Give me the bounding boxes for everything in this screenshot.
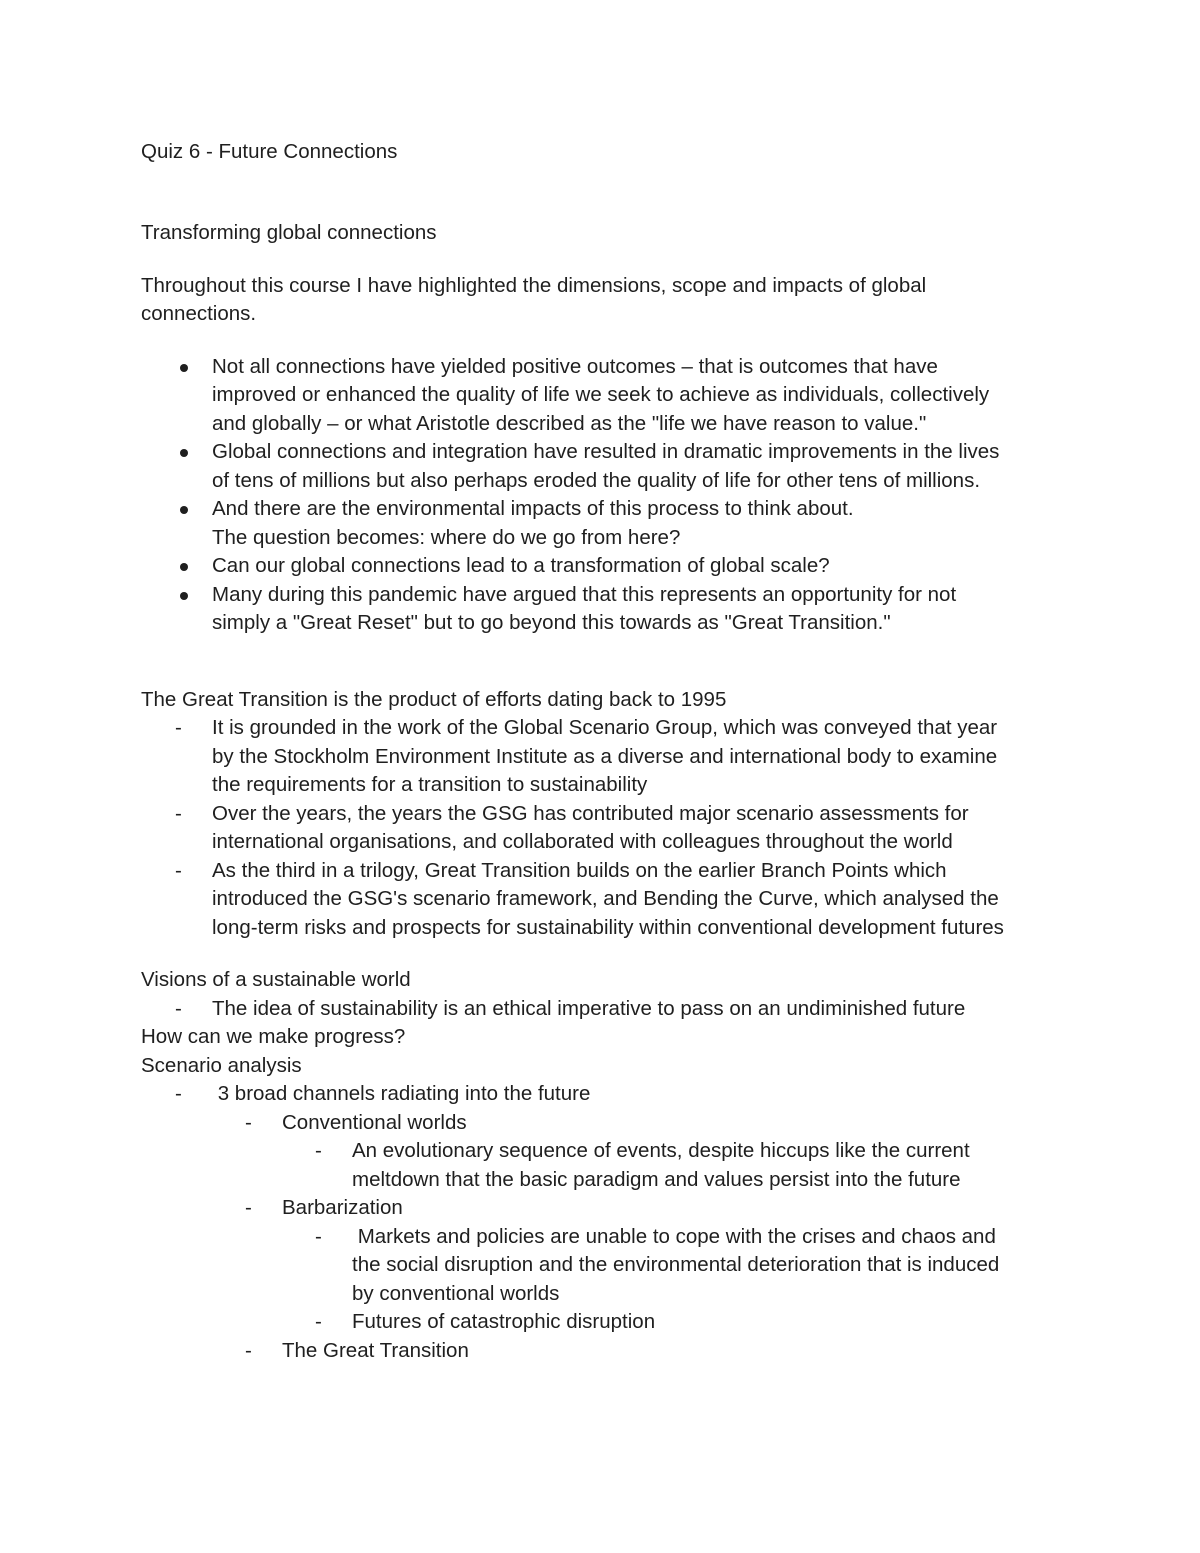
scenario-heading: Scenario analysis bbox=[141, 1053, 302, 1077]
document-title: Quiz 6 - Future Connections bbox=[141, 140, 398, 163]
bullet-text: improved or enhanced the quality of life we seek to achieve as individuals, collectively bbox=[212, 383, 990, 406]
list-text: international organisations, and collaborated with colleagues throughout the world bbox=[212, 830, 953, 853]
dash-bullet: - bbox=[245, 1110, 252, 1134]
bullet-icon bbox=[180, 449, 188, 457]
list-item bbox=[141, 857, 1071, 943]
dash-bullet: - bbox=[175, 801, 182, 825]
list-item bbox=[141, 1080, 1071, 1109]
list-text: by the Stockholm Environment Institute as a diverse and international body to examine bbox=[212, 744, 998, 768]
dash-bullet: - bbox=[175, 1082, 182, 1105]
bullet-text: Many during this pandemic have argued that this represents an opportunity for not bbox=[212, 582, 957, 606]
bullet-item bbox=[141, 495, 1071, 552]
list-text: meltdown that the basic paradigm and values persist into the future bbox=[352, 1167, 961, 1191]
section-heading-visions: Visions of a sustainable world bbox=[141, 968, 411, 991]
bullet-item bbox=[141, 353, 1071, 439]
dash-bullet: - bbox=[175, 996, 182, 1020]
list-item bbox=[141, 1337, 1071, 1366]
list-text: introduced the GSG's scenario framework, and Bending the Curve, which analysed the bbox=[212, 887, 999, 910]
list-text: 3 broad channels radiating into the future bbox=[212, 1082, 591, 1105]
bullet-icon bbox=[180, 506, 188, 514]
list-text: It is grounded in the work of the Global Scenario Group, which was conveyed that year bbox=[212, 716, 998, 739]
dash-bullet: - bbox=[175, 858, 182, 882]
intro-line-1: Throughout this course I have highlighted the dimensions, scope and impacts of global bbox=[141, 273, 927, 297]
intro-line-2: connections. bbox=[141, 302, 257, 325]
bullet-text: of tens of millions but also perhaps eroded the quality of life for other tens of millions. bbox=[212, 468, 981, 492]
bullet-item bbox=[141, 438, 1071, 495]
list-text: Over the years, the years the GSG has contributed major scenario assessments for bbox=[212, 801, 969, 825]
list-text: The Great Transition bbox=[282, 1338, 469, 1362]
dash-bullet: - bbox=[315, 1310, 322, 1333]
list-item bbox=[141, 995, 1071, 1024]
list-text: The idea of sustainability is an ethical imperative to pass on an undiminished future bbox=[212, 996, 966, 1020]
dash-bullet: - bbox=[245, 1338, 252, 1362]
bullet-text: And there are the environmental impacts of this process to think about. bbox=[212, 497, 854, 520]
dash-bullet: - bbox=[315, 1139, 322, 1162]
list-text: Markets and policies are unable to cope with the crises and chaos and bbox=[352, 1224, 996, 1248]
dash-bullet: - bbox=[245, 1196, 252, 1219]
list-text: An evolutionary sequence of events, despite hiccups like the current bbox=[352, 1139, 970, 1162]
list-item bbox=[141, 800, 1071, 857]
list-item bbox=[141, 1137, 1071, 1194]
bullet-icon bbox=[180, 563, 188, 571]
list-text: Conventional worlds bbox=[282, 1110, 467, 1134]
list-item bbox=[141, 1109, 1071, 1138]
list-item bbox=[141, 714, 1071, 800]
list-text: by conventional worlds bbox=[352, 1281, 560, 1305]
section-heading-transforming: Transforming global connections bbox=[141, 221, 437, 244]
bullet-text: Not all connections have yielded positive outcomes – that is outcomes that have bbox=[212, 354, 938, 378]
bullet-icon bbox=[180, 592, 188, 600]
bullet-list bbox=[141, 353, 1071, 638]
bullet-icon bbox=[180, 364, 188, 372]
bullet-text: The question becomes: where do we go from here? bbox=[212, 525, 681, 549]
list-text: long-term risks and prospects for sustainability within conventional development futures bbox=[212, 915, 1004, 939]
bullet-text: Can our global connections lead to a transformation of global scale? bbox=[212, 554, 830, 577]
list-text: Futures of catastrophic disruption bbox=[352, 1310, 656, 1333]
list-item bbox=[141, 1223, 1071, 1309]
bullet-text: simply a "Great Reset" but to go beyond this towards as "Great Transition." bbox=[212, 611, 891, 634]
bullet-text: Global connections and integration have resulted in dramatic improvements in the lives bbox=[212, 440, 1000, 463]
dash-bullet: - bbox=[175, 716, 182, 739]
list-text: As the third in a trilogy, Great Transition builds on the earlier Branch Points which bbox=[212, 858, 947, 882]
document-page bbox=[141, 138, 1071, 1365]
list-item bbox=[141, 1194, 1071, 1223]
dash-bullet: - bbox=[315, 1224, 322, 1248]
bullet-text: and globally – or what Aristotle described as the "life we have reason to value." bbox=[212, 411, 927, 435]
list-text: Barbarization bbox=[282, 1196, 403, 1219]
progress-question: How can we make progress? bbox=[141, 1025, 406, 1048]
list-text: the requirements for a transition to sustainability bbox=[212, 773, 648, 796]
bullet-item bbox=[141, 552, 1071, 581]
section-heading-great-transition: The Great Transition is the product of efforts dating back to 1995 bbox=[141, 687, 727, 711]
bullet-item bbox=[141, 581, 1071, 638]
list-item bbox=[141, 1308, 1071, 1337]
list-text: the social disruption and the environmental deterioration that is induced bbox=[352, 1253, 1000, 1276]
